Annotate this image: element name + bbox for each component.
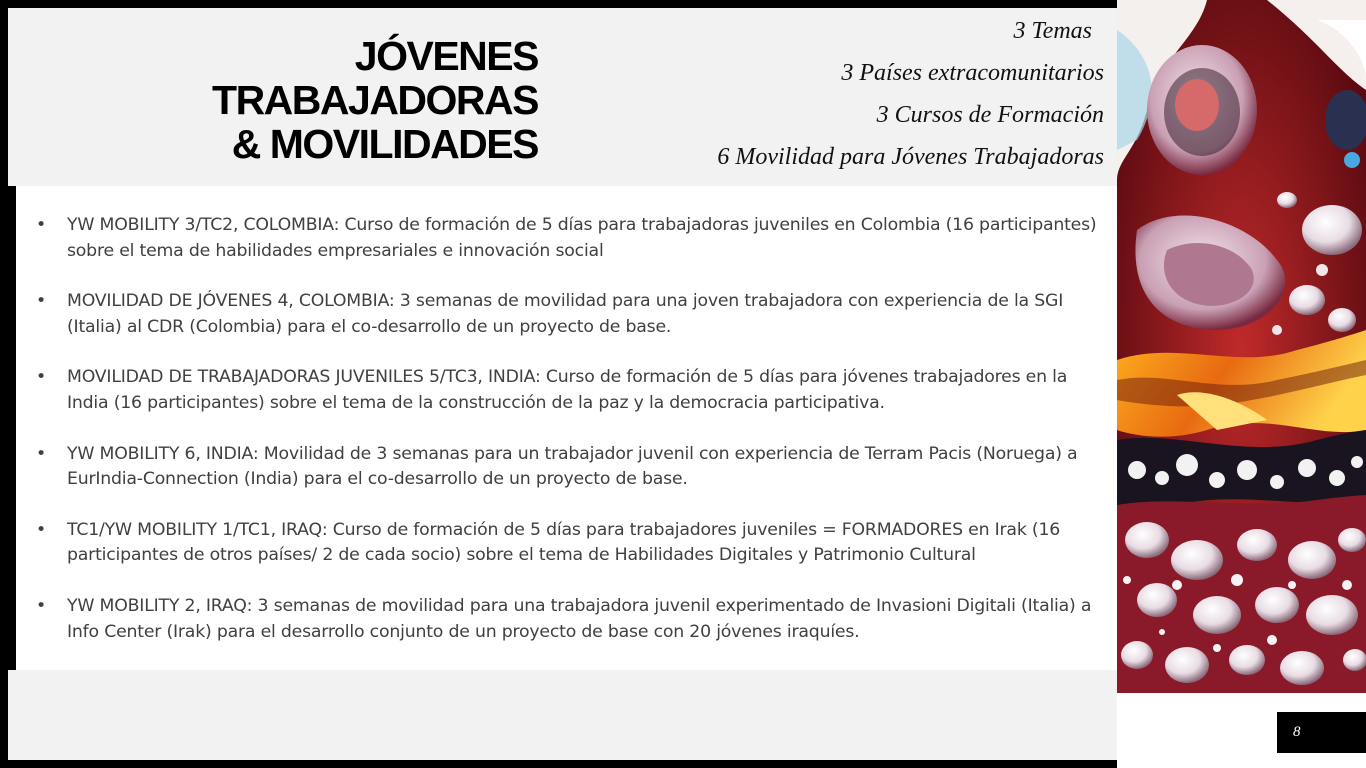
bullet-dot: • [36,443,46,464]
list-item-text: MOVILIDAD DE TRABAJADORAS JUVENILES 5/TC3, INDIA: Curso de formación de 5 días para jóvenes trabajadores en la India (16 participantes) sobre el tema de la construcción de la paz y la democracia participativa. [67,367,1068,413]
stats-list [717,14,1104,182]
list-item [36,442,1106,493]
stat-countries: 3 Países extracomunitarios [841,60,1104,86]
list-item [36,289,1106,340]
bullet-dot: • [36,519,46,540]
list-item-text: YW MOBILITY 3/TC2, COLOMBIA: Curso de formación de 5 días para trabajadoras juveniles en Colombia (16 participantes) sobre el tema de habilidades empresariales e innovación social [67,215,1097,261]
stat-courses: 3 Cursos de Formación [876,102,1104,128]
list-item-text: MOVILIDAD DE JÓVENES 4, COLOMBIA: 3 semanas de movilidad para una joven trabajadora con experiencia de la SGI (Italia) al CDR (Colombia) para el co-desarrollo de un proyecto de base. [67,291,1064,337]
list-item-text: YW MOBILITY 6, INDIA: Movilidad de 3 semanas para un trabajador juvenil con experiencia de Terram Pacis (Noruega) a EurIndia-Connection (India) para el co-desarrollo de un proyecto de base. [67,443,1078,490]
list-item [36,213,1106,264]
list-item [36,518,1106,569]
list-item [36,594,1106,645]
stat-mobilities: 6 Movilidad para Jóvenes Trabajadoras [717,144,1104,170]
title-line-1: JÓVENES TRABAJADORAS [212,33,538,123]
list-item [36,365,1106,416]
list-item-text: TC1/YW MOBILITY 1/TC1, IRAQ: Curso de formación de 5 días para trabajadores juveniles = FORMADORES en Irak (16 participantes de otros países/ 2 de cada socio) sobre el tema de Habilidades Digitales y Patrimonio Cultural [67,519,1061,566]
bullet-dot: • [36,367,46,388]
abstract-fluid-art-image [1117,0,1366,693]
slide-title [26,34,538,166]
title-line-2: & MOVILIDADES [231,121,538,167]
bullet-dot: • [36,595,46,616]
stat-topics: 3 Temas [1013,18,1092,44]
bullet-dot: • [36,291,46,312]
bullet-dot: • [36,215,46,235]
list-item-text: YW MOBILITY 2, IRAQ: 3 semanas de movilidad para una trabajadora juvenil experimentado de Invasioni Digitali (Italia) a Info Center (Irak) para el desarrollo conjunto de un proyecto de base con 20 jóvenes iraquíes. [67,595,1092,642]
bullet-list [36,213,1106,670]
lower-band [8,670,1117,760]
page-number: 8 [1277,712,1366,753]
